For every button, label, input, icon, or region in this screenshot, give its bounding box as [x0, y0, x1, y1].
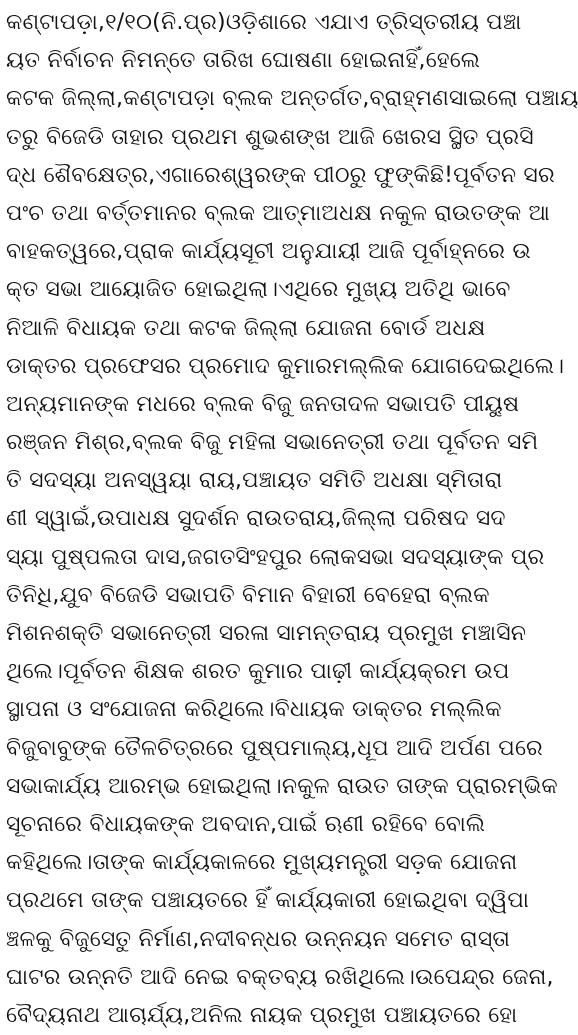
article-line: ବିଜୁବାବୁଙ୍କ ତୈଳଚିତ୍ରରେ ପୁଷ୍ପମାଲ୍ୟ,ଧୂପ ଆଦି ଅର୍ପଣ ପରେ	[6, 735, 543, 761]
article-line: ବାହକତ୍ୱରେ,ପ୍ରାକ କାର୍ଯ୍ୟସୂଚୀ ଅନୁଯାୟୀ ଆଜି ପୂର୍ବାହ୍ନରେ ଉ	[6, 239, 531, 265]
article-line: ୟତ ନିର୍ବାଚନ ନିମନ୍ତେ ତାରିଖ ଘୋଷଣା ହୋଇନାହିଁ,ହେଲେ	[6, 48, 481, 74]
article-line: କଣ୍ଟାପଡ଼ା,୧/୧୦(ନି.ପ୍ର)ଓଡ଼ିଶାରେ ଏଯାଏ ତ୍ରିସ୍ତରୀୟ ପଞ୍ଚା	[6, 10, 522, 35]
article-line: ଥିଲେ।ପୂର୍ବତନ ଶିକ୍ଷକ ଶରତ କୁମାର ପାଢ଼ୀ କାର୍ଯ୍ୟକ୍ରମ ଉପ	[6, 659, 510, 685]
article-line: ତି ସଦସ୍ୟା ଅନସ୍ୱୟା ରାୟ,ପଞ୍ଚାୟତ ସମିତି ଅଧକ୍ଷା ସ୍ମିତାରା	[6, 468, 503, 494]
article-line: ଡାକ୍ତର ପ୍ରଫେସର ପ୍ରମୋଦ କୁମାରମଲ୍ଲିକ ଯୋଗଦେଇଥିଲେ।	[6, 353, 565, 379]
article-line: ଣୀ ସ୍ୱାଇଁ,ଉପାଧକ୍ଷ ସୁଦର୍ଶନ ରାଉତରାୟ,ଜିଲ୍ଲା ପରିଷଦ ସଦ	[6, 506, 506, 532]
article-line: ଦ୍ଧ ଶୈବକ୍ଷେତ୍ର,ଏଗାରେଶ୍ୱରଙ୍କ ପୀଠରୁ ଫୁଙ୍କିଛି!ପୂର୍ବତନ ସର	[6, 162, 555, 188]
article-line: କ୍ତ ସଭା ଆୟୋଜିତ ହୋଇଥିଲା।ଏଥିରେ ମୁଖ୍ୟ ଅତିଥି ଭାବେ	[6, 277, 511, 303]
article-line: ସଭାକାର୍ଯ୍ୟ ଆରମ୍ଭ ହୋଇଥିଲା।ନକୁଳ ରାଉତ ତାଙ୍କ ପ୍ରାରମ୍ଭିକ	[6, 773, 558, 799]
article-line: ସୂଚନାରେ ବିଧାୟକଙ୍କ ଅବଦାନ,ପାଇଁ ଋଣୀ ରହିବେ ବୋଲି	[6, 811, 486, 837]
article-line: ରଞ୍ଜନ ମିଶ୍ର,ବ୍ଲକ ବିଜୁ ମହିଳା ସଭାନେତ୍ରୀ ତଥା ପୂର୍ବତନ ସମି	[6, 430, 539, 456]
article-body	[6, 4, 578, 1035]
article-line: ତିନିଧି,ଯୁବ ବିଜେଡି ସଭାପତି ବିମାନ ବିହାରୀ ବେହେରା ବ୍ଲକ	[6, 582, 490, 608]
article-line: ବୈଦ୍ୟନାଥ ଆଚାର୍ଯ୍ୟ,ଅନିଲ ନାୟକ ପ୍ରମୁଖ ପଞ୍ଚାୟତରେ ହୋ	[6, 1002, 518, 1028]
article-line: କହିଥିଲେ।ତାଙ୍କ କାର୍ଯ୍ୟକାଳରେ ମୁଖ୍ୟମନ୍ତ୍ରୀ ସଡ଼କ ଯୋଜନା	[6, 850, 518, 876]
article-line: ନିଆଳି ବିଧାୟକ ତଥା କଟକ ଜିଲ୍ଲା ଯୋଜନା ବୋର୍ଡ ଅଧକ୍ଷ	[6, 315, 486, 341]
article-line: ତରୁ ବିଜେଡି ତାହାର ପ୍ରଥମ ଶୁଭଶଙ୍ଖ ଆଜି ଖେରସ ସ୍ଥିତ ପ୍ରସି	[6, 124, 534, 150]
article-line: ମିଶନଶକ୍ତି ସଭାନେତ୍ରୀ ସରଳା ସାମନ୍ତରାୟ ପ୍ରମୁଖ ମଞ୍ଚାସିନ	[6, 621, 527, 646]
article-line: ଘାଟର ଉନ୍ନତି ଆଦି ନେଇ ବକ୍ତବ୍ୟ ରଖିଥିଲେ।ଉପେନ୍ଦ୍ର ଜେନା,	[6, 964, 554, 990]
article-line: ପ୍ରଥମେ ତାଙ୍କ ପଞ୍ଚାୟତରେ ହିଁ କାର୍ଯ୍ୟକାରୀ ହୋଇଥିବା ଦ୍ୱିପା	[6, 888, 530, 914]
article-line: ଅନ୍ୟମାନଙ୍କ ମଧରେ ବ୍ଲକ ବିଜୁ ଜନତାଦଳ ସଭାପତି ପୀୟୁଷ	[6, 391, 520, 417]
article-line: ପଂଚ ତଥା ବର୍ତ୍ତମାନର ବ୍ଲକ ଆତ୍ମାଅଧକ୍ଷ ନକୁଳ ରାଉତଙ୍କ ଆ	[6, 200, 551, 226]
article-line: କଟକ ଜିଲ୍ଲା,କଣ୍ଟାପଡ଼ା ବ୍ଲକ ଅନ୍ତର୍ଗତ,ବ୍ରାହ୍ମଣସାଇଲୋ ପଞ୍ଚାୟ	[6, 86, 578, 112]
article-line: ସ୍ଥାପନା ଓ ସଂଯୋଜନା କରିଥିଲେ।ବିଧାୟକ ଡାକ୍ତର ମଲ୍ଲିକ	[6, 697, 502, 723]
article-line: ସ୍ୟା ପୁଷ୍ପଲତା ଦାସ,ଜଗତସିଂହପୁର ଲୋକସଭା ସଦସ୍ୟାଙ୍କ ପ୍ର	[6, 544, 545, 570]
article-line: ଞ୍ଚଳକୁ ବିଜୁସେତୁ ନିର୍ମାଣ,ନଦୀବନ୍ଧର ଉନ୍ନୟନ ସମେତ ରାସ୍ତା	[6, 926, 511, 952]
